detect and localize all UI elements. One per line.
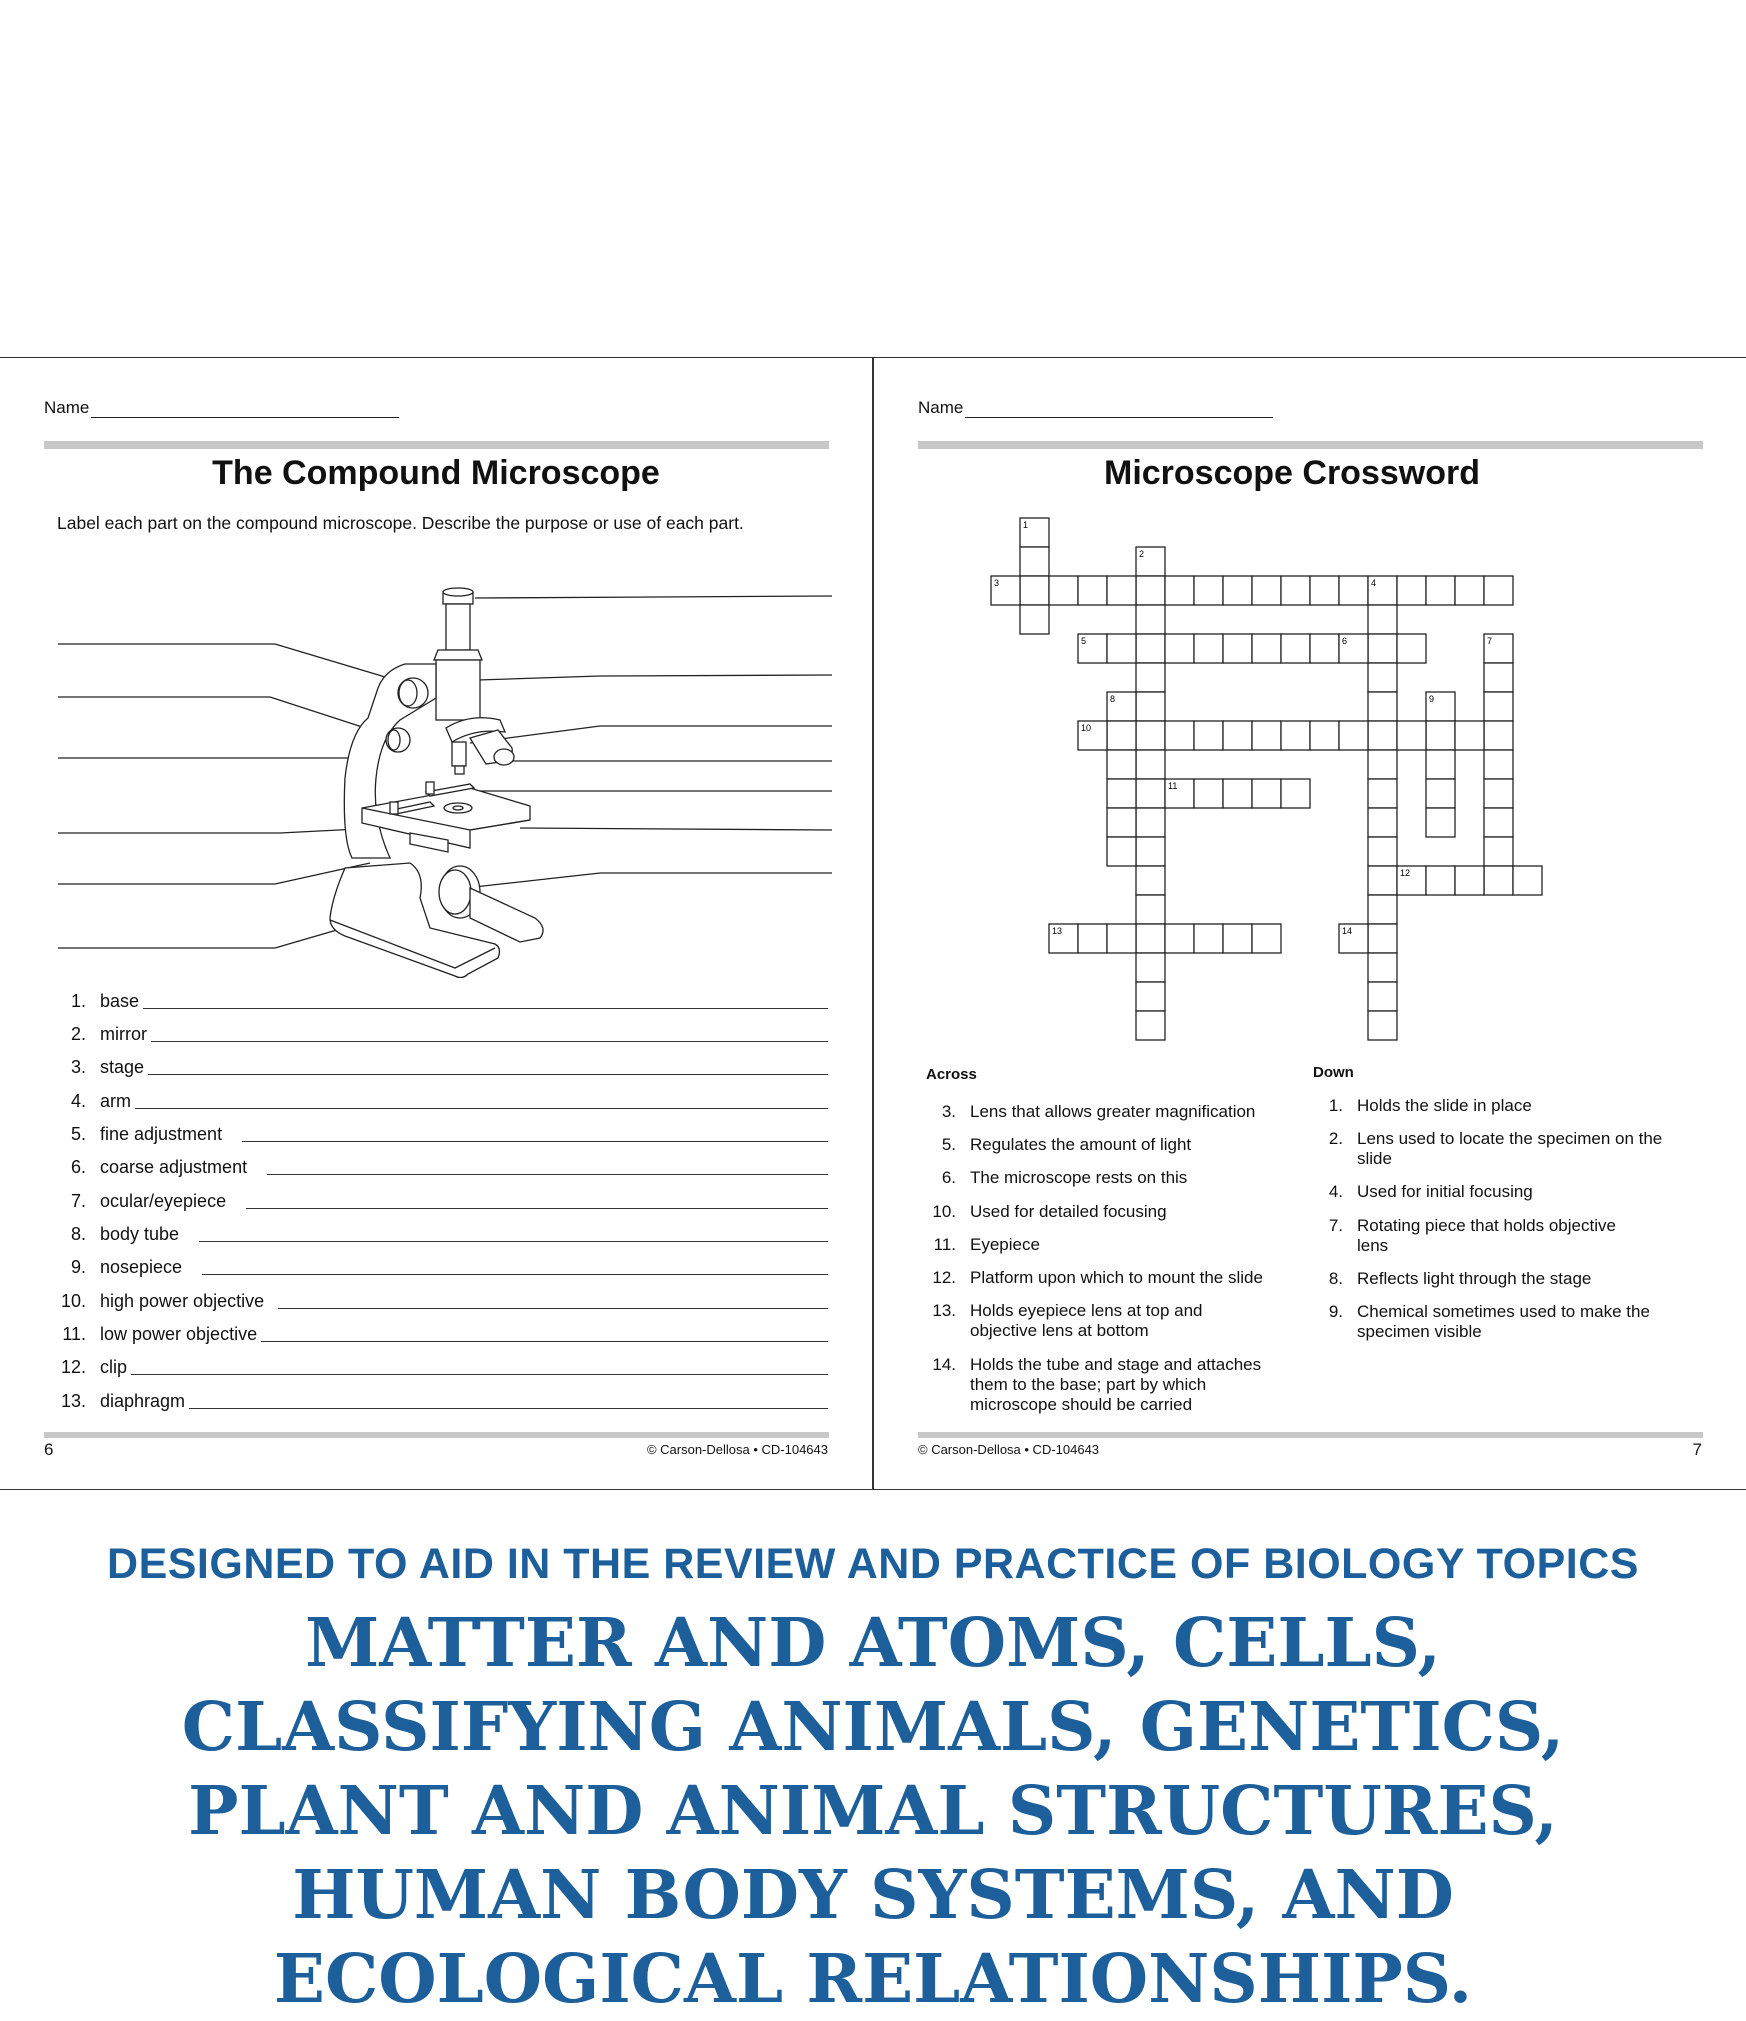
list-item: 7. ocular/eyepiece (60, 1190, 828, 1212)
crossword-number: 2 (1139, 549, 1145, 559)
crossword-number: 1 (1023, 520, 1029, 530)
list-item: 9. nosepiece (60, 1256, 828, 1278)
crossword-cell[interactable] (1368, 750, 1397, 779)
crossword-cell[interactable] (1339, 721, 1368, 750)
crossword-grid[interactable] (874, 358, 1746, 1058)
answer-line[interactable] (202, 1274, 828, 1275)
workbook-spread (0, 357, 1746, 1490)
crossword-cell[interactable] (1397, 634, 1426, 663)
clue-down: 9. Chemical sometimes used to make the specimen visible (1328, 1302, 1650, 1341)
answer-line[interactable] (135, 1108, 828, 1109)
crossword-cell[interactable] (1484, 866, 1513, 895)
crossword-cell[interactable] (1252, 634, 1281, 663)
crossword-cell[interactable] (1281, 721, 1310, 750)
crossword-cell[interactable] (1194, 721, 1223, 750)
banner-topics: MATTER AND ATOMS, CELLS, CLASSIFYING ANIMALS, GENETICS, PLANT AND ANIMAL STRUCTURES, HUMAN BODY SYSTEMS, AND ECOLOGICAL RELATIONSHIPS. (181, 1603, 1565, 2018)
crossword-cell[interactable] (1368, 721, 1397, 750)
crossword-cell[interactable] (1252, 779, 1281, 808)
crossword-cell[interactable] (1165, 634, 1194, 663)
crossword-cell[interactable] (1484, 721, 1513, 750)
crossword-cell[interactable] (1426, 750, 1455, 779)
crossword-cell[interactable] (1513, 866, 1542, 895)
list-item: 2. mirror (60, 1023, 828, 1045)
crossword-cell[interactable] (1194, 779, 1223, 808)
list-item: 1. base (60, 990, 828, 1012)
crossword-cell[interactable] (1136, 779, 1165, 808)
crossword-cell[interactable] (1223, 779, 1252, 808)
list-item: 8. body tube (60, 1223, 828, 1245)
crossword-cell[interactable] (1136, 953, 1165, 982)
crossword-cell[interactable] (1223, 924, 1252, 953)
crossword-cell[interactable] (1397, 721, 1426, 750)
crossword-cell[interactable] (1136, 634, 1165, 663)
name-label: Name (44, 398, 90, 417)
crossword-cell[interactable] (1252, 721, 1281, 750)
crossword-cell[interactable] (1281, 779, 1310, 808)
list-item: 4. arm (60, 1090, 828, 1112)
promo-banner (0, 1540, 1746, 2021)
clue-across: 5. Regulates the amount of light (941, 1135, 1192, 1154)
crossword-cell[interactable] (1223, 634, 1252, 663)
crossword-cell[interactable] (1020, 547, 1049, 576)
crossword-cell[interactable] (1368, 605, 1397, 634)
list-item: 5. fine adjustment (60, 1123, 828, 1145)
crossword-cell[interactable] (1368, 982, 1397, 1011)
crossword-number: 5 (1081, 636, 1087, 646)
crossword-cell[interactable] (1368, 808, 1397, 837)
crossword-cell[interactable] (1252, 576, 1281, 605)
crossword-number: 14 (1342, 926, 1353, 936)
crossword-cell[interactable] (1368, 692, 1397, 721)
crossword-cell[interactable] (1368, 953, 1397, 982)
crossword-cell[interactable] (1368, 779, 1397, 808)
copyright: © Carson-Dellosa • CD-104643 (646, 1442, 828, 1457)
crossword-cell[interactable] (1368, 895, 1397, 924)
parts-list (0, 358, 872, 1489)
crossword-number: 9 (1429, 694, 1435, 704)
clue-across: 12. Platform upon which to mount the slide (932, 1268, 1263, 1287)
crossword-cell[interactable] (1281, 634, 1310, 663)
footer-bar (918, 1432, 1703, 1438)
clue-down: 7. Rotating piece that holds objective lens (1328, 1216, 1616, 1255)
clue-across: 3. Lens that allows greater magnification (941, 1102, 1256, 1121)
clue-down: 1. Holds the slide in place (1328, 1096, 1532, 1115)
crossword-cell[interactable] (1223, 721, 1252, 750)
page-title: Microscope Crossword (1104, 454, 1480, 492)
crossword-cell[interactable] (1078, 924, 1107, 953)
clue-across: 10. Used for detailed focusing (932, 1202, 1167, 1221)
crossword-cell[interactable] (1368, 634, 1397, 663)
crossword-cell[interactable] (1136, 750, 1165, 779)
across-heading: Across (926, 1066, 977, 1083)
crossword-cell[interactable] (1107, 721, 1136, 750)
clue-across: 13. Holds eyepiece lens at top and objective lens at bottom (932, 1301, 1203, 1340)
crossword-cell[interactable] (1484, 663, 1513, 692)
answer-line[interactable] (246, 1208, 828, 1209)
crossword-cell[interactable] (1368, 924, 1397, 953)
answer-line[interactable] (189, 1408, 828, 1409)
answer-line[interactable] (148, 1074, 828, 1075)
crossword-cell[interactable] (1136, 605, 1165, 634)
crossword-cell[interactable] (1165, 721, 1194, 750)
crossword-cell[interactable] (1136, 663, 1165, 692)
crossword-cell[interactable] (1136, 895, 1165, 924)
crossword-cell[interactable] (1194, 576, 1223, 605)
left-page (0, 358, 872, 1489)
crossword-cell[interactable] (1107, 750, 1136, 779)
answer-line[interactable] (143, 1008, 828, 1009)
crossword-cell[interactable] (1368, 866, 1397, 895)
answer-line[interactable] (151, 1041, 828, 1042)
crossword-cell[interactable] (1484, 576, 1513, 605)
crossword-cell[interactable] (1136, 721, 1165, 750)
crossword-cell[interactable] (1136, 837, 1165, 866)
crossword-cell[interactable] (1223, 576, 1252, 605)
crossword-cell[interactable] (1107, 779, 1136, 808)
crossword-cell[interactable] (1484, 692, 1513, 721)
clue-across: 14. Holds the tube and stage and attaches them to the base; part by which microscope should be carried (932, 1355, 1262, 1414)
crossword-cell[interactable] (1455, 721, 1484, 750)
page-number: 7 (1692, 1440, 1702, 1459)
copyright: © Carson-Dellosa • CD-104643 (918, 1442, 1100, 1457)
crossword-cell[interactable] (1107, 837, 1136, 866)
crossword-cell[interactable] (1136, 982, 1165, 1011)
clue-across: 11. Eyepiece (933, 1235, 1040, 1254)
name-label: Name (918, 398, 964, 417)
crossword-cell[interactable] (1136, 924, 1165, 953)
crossword-cell[interactable] (1455, 576, 1484, 605)
crossword-cell[interactable] (1426, 866, 1455, 895)
clue-across: 6. The microscope rests on this (941, 1168, 1188, 1187)
crossword-cell[interactable] (1368, 1011, 1397, 1040)
instructions: Label each part on the compound microscope. Describe the purpose or use of each part. (57, 513, 744, 533)
crossword-cell[interactable] (1339, 576, 1368, 605)
crossword-cell[interactable] (1310, 721, 1339, 750)
crossword-cell[interactable] (1020, 576, 1049, 605)
crossword-number: 3 (994, 578, 1000, 588)
crossword-cell[interactable] (1136, 692, 1165, 721)
crossword-cell[interactable] (1107, 634, 1136, 663)
crossword-cell[interactable] (1426, 721, 1455, 750)
crossword-cell[interactable] (1310, 634, 1339, 663)
crossword-cell[interactable] (1165, 924, 1194, 953)
list-item: 3. stage (60, 1056, 828, 1078)
right-page (874, 358, 1746, 1489)
crossword-cell[interactable] (1194, 634, 1223, 663)
answer-line[interactable] (261, 1341, 828, 1342)
list-item: 10. high power objective (60, 1290, 828, 1312)
list-item: 11. low power objective (60, 1323, 828, 1345)
crossword-cell[interactable] (1281, 576, 1310, 605)
crossword-cell[interactable] (1020, 605, 1049, 634)
crossword-cell[interactable] (1136, 576, 1165, 605)
answer-line[interactable] (131, 1374, 828, 1375)
clue-down: 2. Lens used to locate the specimen on the slide (1328, 1129, 1663, 1168)
crossword-cell[interactable] (1194, 924, 1223, 953)
list-item: 6. coarse adjustment (60, 1156, 828, 1178)
list-item: 12. clip (60, 1356, 828, 1378)
crossword-cell[interactable] (1136, 866, 1165, 895)
crossword-cell[interactable] (1252, 924, 1281, 953)
footer-bar (44, 1432, 829, 1438)
crossword-number: 8 (1110, 694, 1116, 704)
crossword-cell[interactable] (1136, 808, 1165, 837)
crossword-cell[interactable] (1165, 576, 1194, 605)
crossword-cell[interactable] (1107, 924, 1136, 953)
down-heading: Down (1313, 1064, 1354, 1081)
list-item: 13. diaphragm (60, 1390, 828, 1412)
crossword-cell[interactable] (1107, 808, 1136, 837)
crossword-cell[interactable] (1368, 837, 1397, 866)
crossword-number: 6 (1342, 636, 1348, 646)
page-number: 6 (44, 1440, 54, 1459)
page-title: The Compound Microscope (212, 454, 660, 492)
crossword-number: 7 (1487, 636, 1493, 646)
crossword-cell[interactable] (1426, 808, 1455, 837)
answer-line[interactable] (242, 1141, 828, 1142)
clue-down: 8. Reflects light through the stage (1328, 1269, 1592, 1288)
crossword-number: 12 (1400, 868, 1411, 878)
crossword-number: 11 (1168, 781, 1178, 791)
crossword-cell[interactable] (1455, 866, 1484, 895)
clue-down: 4. Used for initial focusing (1328, 1182, 1533, 1201)
crossword-cell[interactable] (1484, 779, 1513, 808)
answer-line[interactable] (199, 1241, 828, 1242)
crossword-cell[interactable] (1397, 576, 1426, 605)
answer-line[interactable] (267, 1174, 828, 1175)
crossword-cell[interactable] (1136, 1011, 1165, 1040)
crossword-cell[interactable] (1426, 779, 1455, 808)
crossword-cell[interactable] (1484, 808, 1513, 837)
crossword-cell[interactable] (1368, 663, 1397, 692)
crossword-number: 4 (1371, 578, 1377, 588)
crossword-cell[interactable] (1310, 576, 1339, 605)
answer-line[interactable] (278, 1308, 828, 1309)
crossword-cell[interactable] (1078, 576, 1107, 605)
crossword-number: 10 (1081, 723, 1092, 733)
crossword-cell[interactable] (1049, 576, 1078, 605)
crossword-cell[interactable] (1107, 576, 1136, 605)
crossword-number: 13 (1052, 926, 1063, 936)
banner-subtitle: DESIGNED TO AID IN THE REVIEW AND PRACTICE OF BIOLOGY TOPICS (107, 1540, 1639, 1588)
crossword-cell[interactable] (1484, 750, 1513, 779)
crossword-cell[interactable] (1426, 576, 1455, 605)
crossword-cell[interactable] (1484, 837, 1513, 866)
